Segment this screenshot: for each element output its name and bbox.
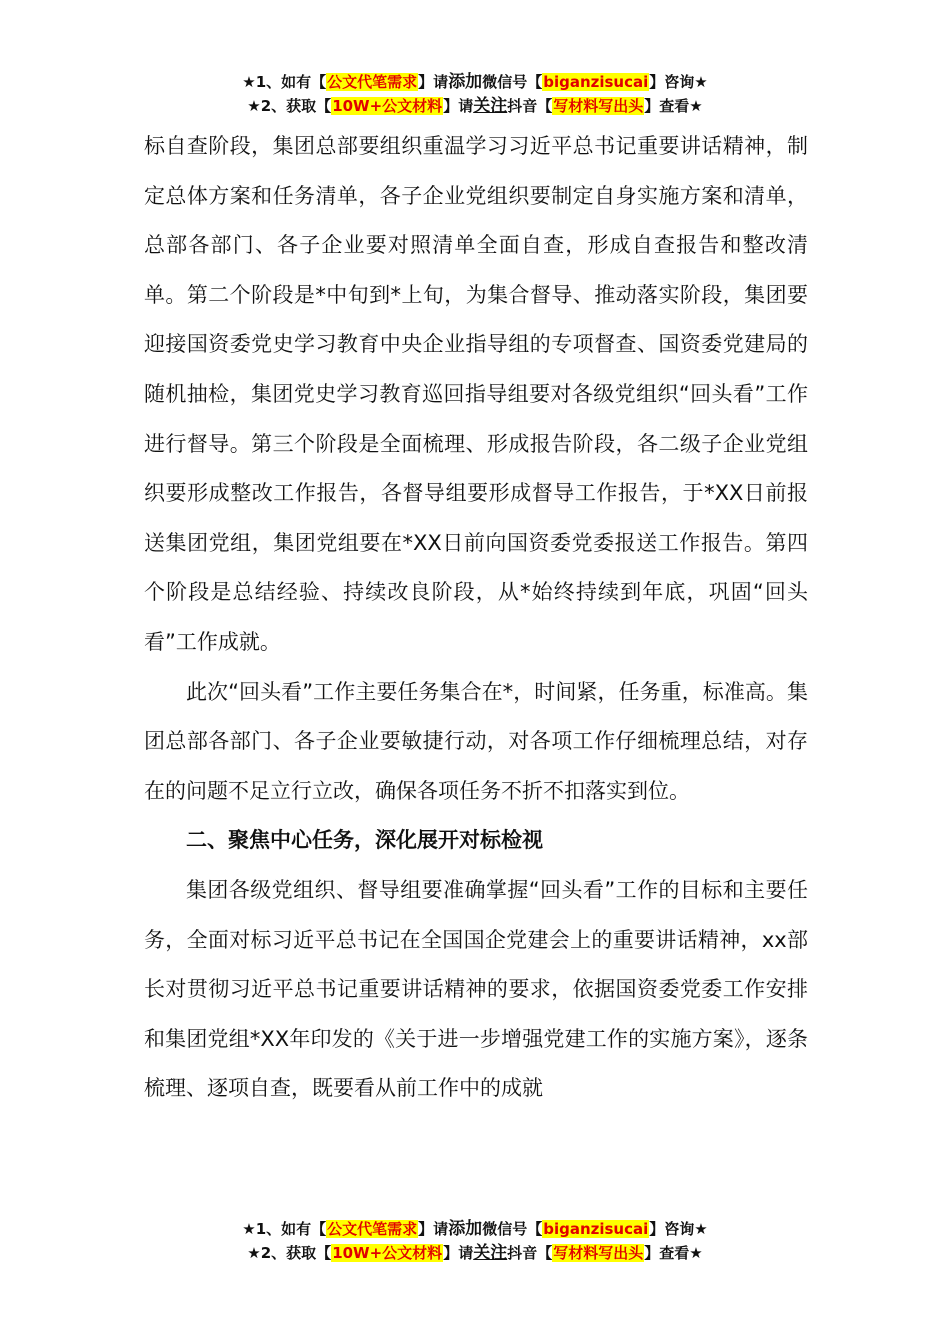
- banner-emphasis: 关注: [473, 96, 508, 116]
- banner-text: 】查看★: [644, 1244, 703, 1262]
- banner-emphasis: 添加: [448, 72, 483, 92]
- banner-text: 微信号【: [482, 1220, 543, 1238]
- banner-text: 抖音【: [507, 97, 553, 115]
- banner-text: ★2、获取【: [247, 1244, 332, 1262]
- banner-emphasis: 添加: [448, 1219, 483, 1239]
- banner-text: ★2、获取【: [247, 97, 332, 115]
- banner-text: 】查看★: [644, 97, 703, 115]
- highlight-service: 公文代笔需求: [327, 1220, 418, 1238]
- banner-text: 】请: [443, 97, 474, 115]
- banner-text: 】请: [418, 1220, 449, 1238]
- highlight-wechat-id: biganzisucai: [543, 1220, 649, 1238]
- section-heading: 二、聚焦中心任务，深化展开对标检视: [186, 828, 543, 853]
- banner-text: 】咨询★: [649, 73, 708, 91]
- banner-text: ★1、如有【: [242, 1220, 327, 1238]
- highlight-materials: 10W+公文材料: [332, 97, 443, 115]
- highlight-wechat-id: biganzisucai: [543, 73, 649, 91]
- highlight-materials: 10W+公文材料: [332, 1244, 443, 1262]
- highlight-douyin: 写材料写出头: [553, 1244, 644, 1262]
- paragraph-stages: 标自查阶段，集团总部要组织重温学习习近平总书记重要讲话精神，制定总体方案和任务清单，各子企业党组织要制定自身实施方案和清单，总部各部门、各子企业要对照清单全面自查，形成自查报告和整改清单。第二个阶段是*中旬到*上旬，为集合督导、推动落实阶段，集团要迎接国资委党史学习教育中央企业指导组的专项督查、国资委党建局的随机抽检，集团党史学习教育巡回指导组要对各级党组织“回头看”工作进行督导。第三个阶段是全面梳理、形成报告阶段，各二级子企业党组织要形成整改工作报告，各督导组要形成督导工作报告，于*XX日前报送集团党组，集团党组要在*XX日前向国资委党委报送工作报告。第四个阶段是总结经验、持续改良阶段，从*始终持续到年底，巩固“回头看”工作成就。: [144, 134, 808, 654]
- header-banner: [0, 70, 950, 118]
- paragraph-tasks: 此次“回头看”工作主要任务集合在*，时间紧，任务重，标准高。集团总部各部门、各子企业要敏捷行动，对各项工作仔细梳理总结，对存在的问题不足立行立改，确保各项任务不折不扣落实到位。: [144, 679, 808, 803]
- footer-banner: [0, 1217, 950, 1265]
- banner-text: 微信号【: [482, 73, 543, 91]
- banner-line-2: [0, 1241, 950, 1265]
- highlight-service: 公文代笔需求: [327, 73, 418, 91]
- document-body: [144, 122, 808, 1114]
- banner-text: ★1、如有【: [242, 73, 327, 91]
- banner-text: 抖音【: [507, 1244, 553, 1262]
- banner-text: 】咨询★: [649, 1220, 708, 1238]
- banner-line-1: [0, 1217, 950, 1241]
- banner-text: 】请: [443, 1244, 474, 1262]
- highlight-douyin: 写材料写出头: [553, 97, 644, 115]
- banner-emphasis: 关注: [473, 1243, 508, 1263]
- banner-text: 】请: [418, 73, 449, 91]
- banner-line-1: [0, 70, 950, 94]
- paragraph-benchmark: 集团各级党组织、督导组要准确掌握“回头看”工作的目标和主要任务，全面对标习近平总书记在全国国企党建会上的重要讲话精神，xx部长对贯彻习近平总书记重要讲话精神的要求，依据国资委党委工作安排和集团党组*XX年印发的《关于进一步增强党建工作的实施方案》，逐条梳理、逐项自查，既要看从前工作中的成就: [144, 877, 808, 1101]
- banner-line-2: [0, 94, 950, 118]
